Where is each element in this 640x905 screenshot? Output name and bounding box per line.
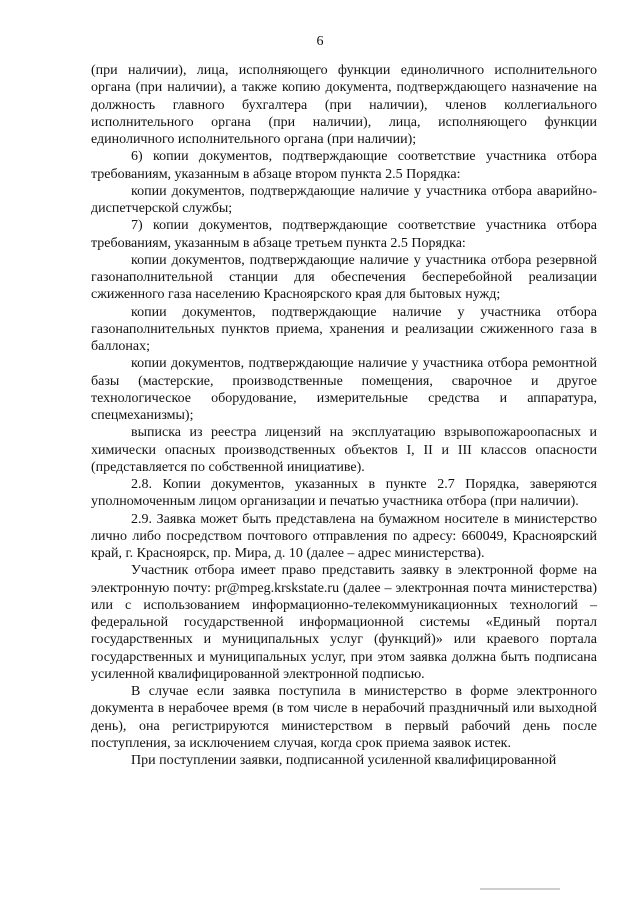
paragraph: В случае если заявка поступила в министерство в форме электронного документа в нерабочее время (в том числе в нерабочий праздничный или выходной день), она регистрируются министерством в первый рабочий день после поступления, за исключением случая, когда срок приема заявок истек.	[91, 684, 597, 751]
paragraph: 2.8. Копии документов, указанных в пункте 2.7 Порядка, заверяются уполномоченным лицом организации и печатью участника отбора (при наличии).	[91, 477, 597, 510]
paragraph: копии документов, подтверждающие наличие у участника отбора резервной газонаполнительной станции для обеспечения бесперебойной реализации сжиженного газа населению Красноярского края для бытовых нужд;	[91, 252, 597, 303]
page-number: 6	[316, 34, 324, 49]
scan-artifact	[480, 888, 560, 890]
paragraph: 2.9. Заявка может быть представлена на бумажном носителе в министерство лично либо посредством почтового отправления по адресу: 660049, Красноярский край, г. Красноярск, пр. Мира, д. 10 (далее – адрес министерства).	[91, 511, 597, 561]
paragraph: При поступлении заявки, подписанной усиленной квалифицированной	[131, 753, 557, 768]
paragraph: (при наличии), лица, исполняющего функции единоличного исполнительного органа (при наличии), а также копию документа, подтверждающего назначение на должность главного бухгалтера (при наличии), членов коллегиального исполнительного органа (при наличии), лица, исполняющего функции единоличного исполнительного органа (при наличии);	[91, 63, 597, 147]
paragraph: копии документов, подтверждающие наличие у участника отбора аварийно-диспетчерской службы;	[91, 183, 597, 216]
paragraph: выписка из реестра лицензий на эксплуатацию взрывопожароопасных и химически опасных производственных объектов I, II и III классов опасности (представляется по собственной инициативе).	[91, 425, 597, 475]
paragraph: 6) копии документов, подтверждающие соответствие участника отбора требованиям, указанным в абзаце втором пункта 2.5 Порядка:	[91, 149, 597, 182]
paragraph: копии документов, подтверждающие наличие у участника отбора газонаполнительных пунктов приема, хранения и реализации сжиженного газа в баллонах;	[91, 304, 597, 354]
paragraph: 7) копии документов, подтверждающие соответствие участника отбора требованиям, указанным в абзаце третьем пункта 2.5 Порядка:	[91, 218, 597, 251]
document-body	[91, 62, 597, 769]
paragraph: копии документов, подтверждающие наличие у участника отбора ремонтной базы (мастерские, производственные помещения, сварочное и другое технологическое оборудование, измерительные средства и аппаратура, спецмеханизмы);	[91, 356, 597, 423]
paragraph: Участник отбора имеет право представить заявку в электронной форме на электронную почту: pr@mpeg.krskstate.ru (далее – электронная почта министерства) или с использованием информационно-телекоммуникационных технологий – федеральной государственной информационной системы «Единый портал государственных и муниципальных услуг (функций)» или краевого портала государственных и муниципальных услуг, при этом заявка должна быть подписана усиленной квалифицированной электронной подписью.	[91, 563, 597, 682]
